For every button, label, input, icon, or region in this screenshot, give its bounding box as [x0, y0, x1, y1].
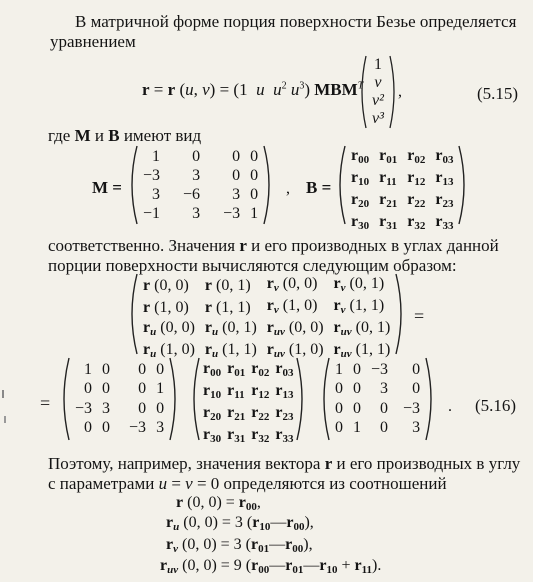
para3-line-2: с параметрами u = v = 0 определяются из соотношений	[48, 474, 447, 493]
matrix-a-cell: 0	[156, 399, 165, 417]
result-eq-1: r (0, $0) = r_{00}$,	[176, 494, 261, 513]
para2-line-1: соответственно. Значения r и его производных в углах данной	[48, 236, 499, 255]
matrix-m-label: M =	[92, 178, 122, 197]
para3-line-1: Поэтому, например, значения вектора r и его производных в углу	[48, 454, 521, 473]
matrix-a-cell: −3	[129, 419, 147, 437]
matrix-m-cell: −3	[143, 166, 161, 184]
matrix-a-cell: 3	[156, 419, 165, 437]
left-paren-icon	[126, 272, 138, 356]
matrix-c-cell: 3	[412, 419, 421, 437]
vector-entry: 1	[373, 56, 382, 73]
matrix-m-cell: −1	[143, 204, 161, 222]
eq516-matrix-b: $r_{00}$ $r_{01}$ $r_{02}$ $r_{03}$ $r_{10}$ $r_{11}$ $r_{12}$ $r_{13}$ $r_{20}$ $r_{21}$ $r_{22}$ $r_{23}$ $r_{30}$ $r_{31}$ $r_{32}$ $r_{33}$	[188, 356, 308, 452]
matrix-a-cell: 0	[84, 380, 93, 398]
matrix-c-cell: 0	[335, 380, 343, 398]
matrix-c-cell: 0	[335, 419, 343, 437]
matrix-m-cell: 0	[232, 166, 241, 184]
matrix-m-cell: 3	[232, 185, 241, 203]
left-paren-icon	[357, 54, 367, 130]
vector-entry: v³	[372, 110, 384, 127]
matrix-a-cell: 0	[138, 399, 147, 417]
scan-mark	[4, 416, 6, 423]
left-paren-icon	[126, 144, 138, 226]
right-paren-icon	[458, 144, 470, 226]
matrix-c-cell: 0	[412, 360, 421, 378]
matrix-a-cell: 0	[102, 380, 111, 398]
matrix-m-cell: 3	[192, 204, 201, 222]
matrix-c-cell: 0	[412, 380, 421, 398]
right-paren-icon	[425, 356, 437, 442]
left-paren-icon	[334, 144, 346, 226]
vector-entry: v²	[372, 92, 384, 109]
matrix-m-cell: 3	[152, 185, 161, 203]
matrix-c-cell: 0	[353, 360, 361, 378]
matrix-c-cell: 1	[335, 360, 343, 378]
matrix-m-cell: 0	[250, 185, 259, 203]
matrix-a-cell: 1	[156, 380, 165, 398]
result-eq-4: ruv (0, 0) = 9 $(r_{00}—r_{01}—r_{10} + r_{11})$.	[160, 557, 382, 576]
matrix-a-cell: 0	[138, 380, 147, 398]
matrix-m-cell: −3	[223, 204, 241, 222]
equation-5-15-lhs: r = r (u, v) = (1 u $u^2$ $u^3$) $MBM^T$	[142, 80, 364, 99]
eq516-matrix-a	[58, 356, 181, 442]
matrix-m-cell: 1	[152, 147, 161, 165]
matrix-a-cell: −3	[75, 399, 93, 417]
matrix-m-cell: 0	[192, 147, 201, 165]
matrix-m-cell: 0	[250, 166, 259, 184]
matrix-m-cell: 0	[250, 147, 259, 165]
matrix-m	[126, 144, 275, 226]
matrix-c-cell: −3	[371, 360, 389, 378]
right-paren-icon	[169, 356, 181, 442]
eq516-matrix-c	[318, 356, 437, 442]
where-line: где M и B имеют вид	[48, 126, 202, 145]
right-paren-icon	[263, 144, 275, 226]
intro-line-2: уравнением	[50, 32, 136, 51]
matrix-c-cell: 0	[353, 380, 361, 398]
matrix-a-cell: 0	[102, 360, 111, 378]
right-paren-icon	[395, 272, 407, 356]
matrix-b-label: B =	[306, 178, 332, 197]
matrix-b: $r_{00}$ $r_{01}$ $r_{02}$ $r_{03}$ $r_{10}$ $r_{11}$ $r_{12}$ $r_{13}$ $r_{20}$ $r_{21}$ $r_{22}$ $r_{23}$ $r_{30}$ $r_{31}$ $r_{32}$ $r_{33}$	[334, 144, 470, 238]
vector-entry: v	[374, 74, 382, 91]
matrix-m-cell: −6	[183, 185, 201, 203]
matrix-c-cell: 0	[353, 399, 361, 417]
para2-line-2: порции поверхности вычисляются следующим образом:	[48, 256, 457, 275]
equation-5-15-number: (5.15)	[477, 84, 519, 103]
matrix-a-cell: 0	[84, 419, 93, 437]
left-paren-icon	[188, 356, 200, 442]
matrix-a-cell: 1	[84, 360, 93, 378]
matrix-m-cell: 1	[250, 204, 259, 222]
matrix-c-cell: 0	[380, 419, 389, 437]
matrix-c-cell: 0	[380, 399, 389, 417]
matrix-c-cell: −3	[403, 399, 421, 417]
book-page: В матричной форме порция поверхности Безье определяется уравнением r = r (u, v) = (1 u $u^2$ $u^3$) $MBM^T$ 1 v v² v³ , (5.15) где M и B имеют вид M = 1 0 0 0 −3 3 0 0 3 −6 3 0 −1 3 −3 1 , B = $r_{00}$ $r_{01}$ $r_{02}$ $r_{03}$ $r_{10}$ $r_{11}$ $r_{12}$ $r_{13}$ $r_{20}$ $r_{21}$ $r_{22}$ $r_{23}$ $r_{30}$ $r_{31}$ $r_{32}$ $r_{33}$ соответственно. Значения r и его производных в углах данной порции поверхности вычисляются следующим образом: r (0, 0) r (0, 1) rv (0, 0) rv (0, 1) r (1, 0) r (1, 1) rv (1, 0) rv (1, 1) ru (0, 0) ru (0, 1) ruv (0, 0) ruv (0, 1) ru (1, 0) ru (1, 1) ruv (1, 0) ruv (1, 1) = = 1 0 0 0 0 0 0 1 −3 3 0 0 0 0 −3 3 $r_{00}$ $r_{01}$ $r_{02}$ $r_{03}$ $r_{10}$ $r_{11}$ $r_{12}$ $r_{13}$ $r_{20}$ $r_{21}$ $r_{22}$ $r_{23}$ $r_{30}$ $r_{31}$ $r_{32}$ $r_{33}$ 1 0 −3 0 0 0 3 0 0 0 0 −3 0 1 0 3 . (5.16) Поэтому, например, значения вектора r и его производных в углу с параметрами u = v = 0 определяются из соотношений r (0, $0) = r_{00}$, ru (0, 0) = 3 $(r_{10}—r_{00})$, rv (0, 0) = 3 $(r_{01}—r_{00})$, ruv (0, 0) = 9 $(r_{00}—r_{01}—r_{10} + r_{11})$.	[0, 0, 533, 582]
corner-values-matrix: r (0, 0) r (0, 1) rv (0, 0) rv (0, 1) r (1, 0) r (1, 1) rv (1, 0) rv (1, 1) ru (0, 0) ru (0, 1) ruv (0, 0) ruv (0, 1) ru (1, 0) ru (1, 1) ruv (1, 0) ruv (1, 1)	[126, 272, 407, 366]
right-paren-icon	[296, 356, 308, 442]
result-eq-2: ru (0, 0) = 3 $(r_{10}—r_{00})$,	[166, 514, 314, 533]
matrix-a-cell: 0	[156, 360, 165, 378]
matrix-m-cell: 0	[232, 147, 241, 165]
matrix-a-cell: 0	[138, 360, 147, 378]
equation-5-16-number: (5.16)	[475, 396, 517, 415]
matrix-c-cell: 1	[353, 419, 361, 437]
matrix-a-cell: 3	[102, 399, 111, 417]
equation-5-15-vector	[357, 54, 399, 130]
matrix-m-cell: 3	[192, 166, 201, 184]
scan-mark	[2, 390, 4, 398]
matrix-a-cell: 0	[102, 419, 111, 437]
intro-line-1: В матричной форме порция поверхности Безье определяется	[75, 12, 517, 31]
left-paren-icon	[58, 356, 70, 442]
matrix-c-cell: 0	[335, 399, 343, 417]
result-eq-3: rv (0, 0) = 3 $(r_{01}—r_{00})$,	[166, 536, 313, 555]
matrix-c-cell: 3	[380, 380, 389, 398]
left-paren-icon	[318, 356, 330, 442]
